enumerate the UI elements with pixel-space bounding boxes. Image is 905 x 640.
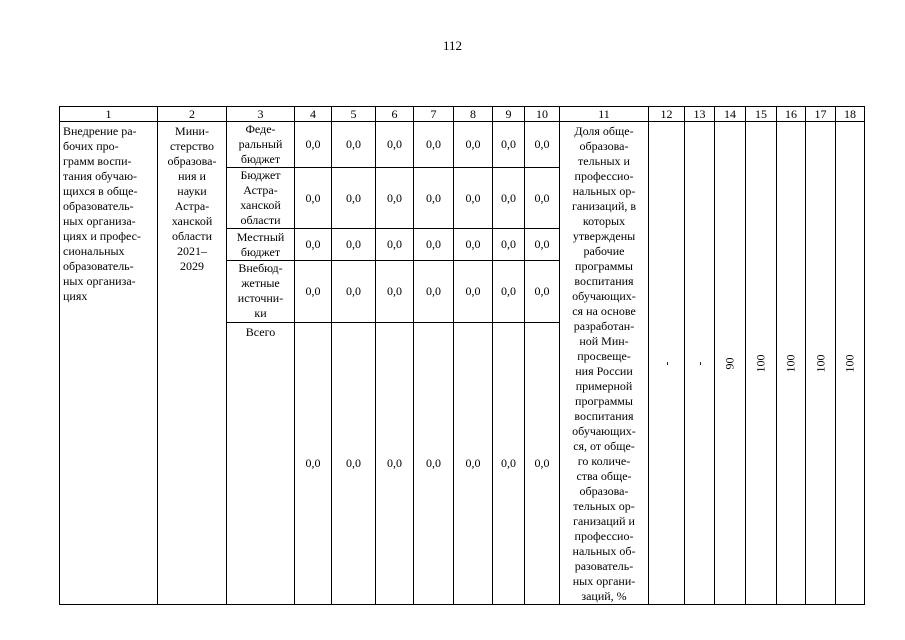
col-number: 6	[376, 107, 414, 122]
target-cell	[777, 122, 806, 605]
target-cell	[836, 122, 865, 605]
value-cell: 0,0	[332, 229, 376, 260]
page-number: 112	[442, 38, 463, 53]
value-cell: 0,0	[376, 122, 414, 168]
table-row	[60, 122, 865, 168]
program-table	[59, 106, 865, 605]
value-cell: 0,0	[454, 229, 493, 260]
value-cell: 0,0	[454, 122, 493, 168]
target-cell	[746, 122, 777, 605]
value-cell: 0,0	[414, 260, 454, 322]
col-number: 9	[493, 107, 525, 122]
col-number: 12	[649, 107, 685, 122]
value-cell: 0,0	[493, 260, 525, 322]
value-cell: 0,0	[295, 168, 332, 229]
indicator-name: Доля обще- образова- тельных и профессио- нальных ор- ганизаций, в которых утверждены рабочие программы воспитания обучающих- ся на основе разработан- ной Мин- просвеще- ния России примерной программы воспитания обучающих- ся, от обще- го количе- ства обще- образова- тельных ор- ганизаций и профессио- нальных об- разователь- ных органи- заций, %	[560, 122, 649, 605]
executor-period: Мини- стерство образова- ния и науки Астра- ханской области 2021– 2029	[158, 122, 227, 605]
target-value: 100	[813, 354, 827, 372]
target-value: 100	[753, 354, 768, 372]
value-cell: 0,0	[525, 168, 560, 229]
value-cell: 0,0	[332, 122, 376, 168]
col-number: 18	[836, 107, 865, 122]
funding-source-label: Бюджет Астра- ханской области	[227, 168, 295, 229]
col-number: 14	[715, 107, 746, 122]
col-number: 15	[746, 107, 777, 122]
value-cell: 0,0	[376, 260, 414, 322]
value-cell: 0,0	[454, 168, 493, 229]
target-cell	[685, 122, 715, 605]
value-cell: 0,0	[332, 322, 376, 604]
target-cell	[715, 122, 746, 605]
col-number: 2	[158, 107, 227, 122]
col-number: 5	[332, 107, 376, 122]
target-cell	[806, 122, 836, 605]
value-cell: 0,0	[295, 260, 332, 322]
value-cell: 0,0	[376, 168, 414, 229]
col-number: 7	[414, 107, 454, 122]
value-cell: 0,0	[525, 260, 560, 322]
value-cell: 0,0	[332, 168, 376, 229]
col-number: 17	[806, 107, 836, 122]
value-cell: 0,0	[295, 122, 332, 168]
value-cell: 0,0	[414, 322, 454, 604]
col-number: 10	[525, 107, 560, 122]
column-number-row	[60, 107, 865, 122]
col-number: 11	[560, 107, 649, 122]
funding-source-label: Местный бюджет	[227, 229, 295, 260]
target-value: -	[692, 361, 706, 365]
target-cell	[649, 122, 685, 605]
target-value: -	[659, 361, 673, 365]
value-cell: 0,0	[493, 229, 525, 260]
value-cell: 0,0	[414, 122, 454, 168]
value-cell: 0,0	[493, 168, 525, 229]
col-number: 8	[454, 107, 493, 122]
target-value: 90	[722, 357, 737, 369]
value-cell: 0,0	[493, 322, 525, 604]
value-cell: 0,0	[376, 322, 414, 604]
col-number: 16	[777, 107, 806, 122]
col-number: 13	[685, 107, 715, 122]
value-cell: 0,0	[525, 322, 560, 604]
value-cell: 0,0	[454, 322, 493, 604]
value-cell: 0,0	[332, 260, 376, 322]
target-value: 100	[842, 354, 857, 372]
value-cell: 0,0	[414, 229, 454, 260]
col-number: 3	[227, 107, 295, 122]
funding-source-label: Всего	[227, 322, 295, 604]
value-cell: 0,0	[376, 229, 414, 260]
col-number: 1	[60, 107, 158, 122]
value-cell: 0,0	[454, 260, 493, 322]
value-cell: 0,0	[525, 122, 560, 168]
funding-source-label: Феде- ральный бюджет	[227, 122, 295, 168]
measure-name: Внедрение ра- бочих про- грамм воспи- тания обучаю- щихся в обще- образователь- ных организа- циях и профес- сиональных образователь- ных организа- циях	[60, 122, 158, 605]
value-cell: 0,0	[295, 322, 332, 604]
value-cell: 0,0	[493, 122, 525, 168]
target-value: 100	[783, 354, 798, 372]
value-cell: 0,0	[295, 229, 332, 260]
value-cell: 0,0	[414, 168, 454, 229]
col-number: 4	[295, 107, 332, 122]
value-cell: 0,0	[525, 229, 560, 260]
funding-source-label: Внебюд- жетные источни- ки	[227, 260, 295, 322]
